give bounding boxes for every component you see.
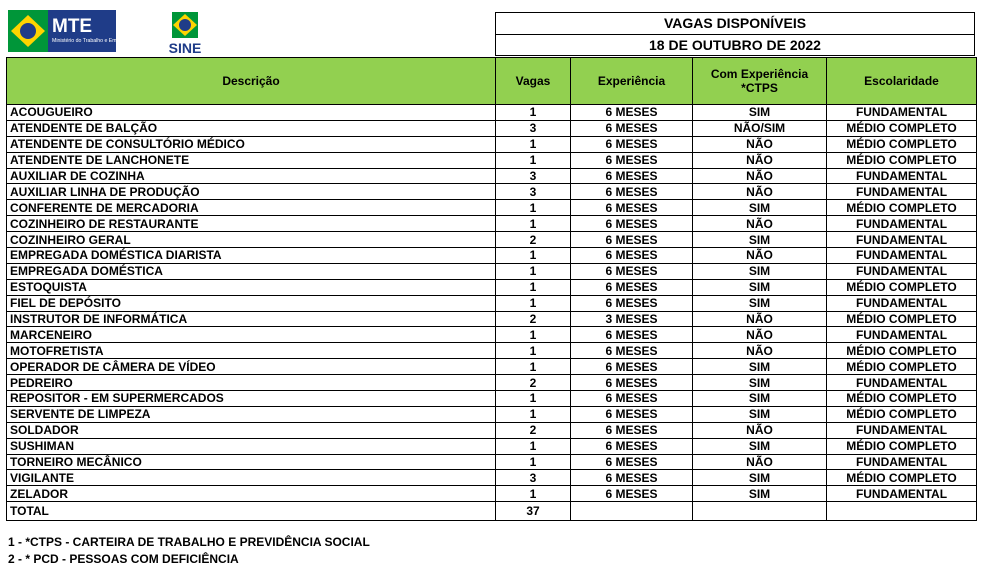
table-row — [7, 136, 977, 152]
cell-vagas: 3 — [496, 120, 571, 136]
cell-experiencia: 6 MESES — [571, 216, 693, 232]
cell-experiencia: 6 MESES — [571, 391, 693, 407]
table-row — [7, 120, 977, 136]
mte-logo-text: MTE — [52, 16, 93, 37]
table-header-row — [7, 58, 977, 105]
cell-vagas: 1 — [496, 438, 571, 454]
page-date: 18 DE OUTUBRO DE 2022 — [649, 37, 821, 53]
cell-vagas: 2 — [496, 232, 571, 248]
cell-descricao: MARCENEIRO — [7, 327, 496, 343]
cell-experiencia: 6 MESES — [571, 120, 693, 136]
mte-logo-subtext: Ministério do Trabalho e Emprego — [52, 38, 130, 44]
cell-escolaridade: MÉDIO COMPLETO — [827, 343, 977, 359]
table-row — [7, 105, 977, 121]
cell-escolaridade: MÉDIO COMPLETO — [827, 406, 977, 422]
cell-experiencia: 6 MESES — [571, 422, 693, 438]
cell-ctps: SIM — [693, 279, 827, 295]
cell-descricao: ESTOQUISTA — [7, 279, 496, 295]
column-header-experiencia: Experiência — [571, 58, 693, 105]
cell-ctps: SIM — [693, 486, 827, 502]
cell-escolaridade: FUNDAMENTAL — [827, 168, 977, 184]
column-header-vagas: Vagas — [496, 58, 571, 105]
table-row — [7, 216, 977, 232]
total-label: TOTAL — [7, 502, 496, 521]
cell-experiencia: 6 MESES — [571, 470, 693, 486]
cell-ctps: SIM — [693, 375, 827, 391]
cell-descricao: SERVENTE DE LIMPEZA — [7, 406, 496, 422]
cell-experiencia: 6 MESES — [571, 279, 693, 295]
cell-escolaridade: MÉDIO COMPLETO — [827, 470, 977, 486]
column-header-descricao: Descrição — [7, 58, 496, 105]
cell-ctps: SIM — [693, 359, 827, 375]
cell-vagas: 1 — [496, 152, 571, 168]
cell-experiencia: 6 MESES — [571, 200, 693, 216]
table-row — [7, 470, 977, 486]
cell-ctps: NÃO — [693, 216, 827, 232]
total-row — [7, 502, 977, 521]
cell-vagas: 1 — [496, 295, 571, 311]
cell-descricao: PEDREIRO — [7, 375, 496, 391]
cell-experiencia: 6 MESES — [571, 232, 693, 248]
cell-ctps: NÃO — [693, 184, 827, 200]
cell-escolaridade: FUNDAMENTAL — [827, 375, 977, 391]
cell-descricao: ZELADOR — [7, 486, 496, 502]
cell-experiencia: 6 MESES — [571, 263, 693, 279]
cell-descricao: TORNEIRO MECÂNICO — [7, 454, 496, 470]
cell-vagas: 2 — [496, 311, 571, 327]
cell-experiencia: 6 MESES — [571, 438, 693, 454]
cell-escolaridade: FUNDAMENTAL — [827, 248, 977, 264]
cell-vagas: 1 — [496, 327, 571, 343]
cell-escolaridade: FUNDAMENTAL — [827, 105, 977, 121]
cell-escolaridade: MÉDIO COMPLETO — [827, 311, 977, 327]
cell-vagas: 1 — [496, 486, 571, 502]
table-row — [7, 359, 977, 375]
cell-descricao: FIEL DE DEPÓSITO — [7, 295, 496, 311]
cell-experiencia: 6 MESES — [571, 375, 693, 391]
cell-vagas: 2 — [496, 375, 571, 391]
cell-escolaridade: FUNDAMENTAL — [827, 327, 977, 343]
cell-descricao: OPERADOR DE CÂMERA DE VÍDEO — [7, 359, 496, 375]
cell-descricao: MOTOFRETISTA — [7, 343, 496, 359]
cell-descricao: ACOUGUEIRO — [7, 105, 496, 121]
cell-vagas: 1 — [496, 359, 571, 375]
cell-vagas: 1 — [496, 454, 571, 470]
cell-descricao: INSTRUTOR DE INFORMÁTICA — [7, 311, 496, 327]
table-row — [7, 391, 977, 407]
page-title: VAGAS DISPONÍVEIS — [496, 13, 974, 35]
cell-ctps: SIM — [693, 406, 827, 422]
cell-ctps: NÃO — [693, 136, 827, 152]
cell-escolaridade: FUNDAMENTAL — [827, 216, 977, 232]
cell-experiencia: 6 MESES — [571, 359, 693, 375]
cell-vagas: 1 — [496, 406, 571, 422]
cell-experiencia: 6 MESES — [571, 248, 693, 264]
cell-ctps: SIM — [693, 391, 827, 407]
cell-descricao: COZINHEIRO GERAL — [7, 232, 496, 248]
cell-escolaridade: MÉDIO COMPLETO — [827, 200, 977, 216]
cell-vagas: 3 — [496, 184, 571, 200]
cell-escolaridade: FUNDAMENTAL — [827, 422, 977, 438]
table-row — [7, 152, 977, 168]
cell-escolaridade: FUNDAMENTAL — [827, 454, 977, 470]
table-row — [7, 343, 977, 359]
footnote-pcd: 2 - * PCD - PESSOAS COM DEFICIÊNCIA — [8, 552, 239, 566]
cell-ctps: NÃO — [693, 152, 827, 168]
column-header-escolaridade: Escolaridade — [827, 58, 977, 105]
cell-escolaridade: FUNDAMENTAL — [827, 184, 977, 200]
table-row — [7, 327, 977, 343]
table-row — [7, 295, 977, 311]
cell-vagas: 2 — [496, 422, 571, 438]
mte-logo — [8, 10, 130, 52]
cell-ctps: NÃO — [693, 168, 827, 184]
cell-descricao: EMPREGADA DOMÉSTICA — [7, 263, 496, 279]
cell-descricao: ATENDENTE DE LANCHONETE — [7, 152, 496, 168]
column-header-ctps: Com Experiência *CTPS — [693, 58, 827, 105]
table-row — [7, 184, 977, 200]
table-row — [7, 422, 977, 438]
cell-vagas: 1 — [496, 391, 571, 407]
cell-ctps: SIM — [693, 470, 827, 486]
table-row — [7, 486, 977, 502]
cell-descricao: SOLDADOR — [7, 422, 496, 438]
cell-escolaridade: MÉDIO COMPLETO — [827, 438, 977, 454]
cell-ctps: NÃO — [693, 454, 827, 470]
cell-descricao: REPOSITOR - EM SUPERMERCADOS — [7, 391, 496, 407]
cell-escolaridade: FUNDAMENTAL — [827, 486, 977, 502]
cell-vagas: 1 — [496, 136, 571, 152]
cell-descricao: EMPREGADA DOMÉSTICA DIARISTA — [7, 248, 496, 264]
cell-experiencia: 3 MESES — [571, 311, 693, 327]
cell-vagas: 1 — [496, 105, 571, 121]
total-value: 37 — [496, 502, 571, 521]
cell-ctps: SIM — [693, 295, 827, 311]
cell-vagas: 1 — [496, 343, 571, 359]
cell-ctps: SIM — [693, 263, 827, 279]
cell-ctps: NÃO — [693, 343, 827, 359]
cell-descricao: ATENDENTE DE CONSULTÓRIO MÉDICO — [7, 136, 496, 152]
cell-escolaridade: MÉDIO COMPLETO — [827, 279, 977, 295]
table-row — [7, 248, 977, 264]
sine-logo-text: SINE — [168, 40, 202, 56]
cell-escolaridade: FUNDAMENTAL — [827, 232, 977, 248]
cell-ctps: NÃO — [693, 422, 827, 438]
table-row — [7, 263, 977, 279]
footnote-ctps: 1 - *CTPS - CARTEIRA DE TRABALHO E PREVIDÊNCIA SOCIAL — [8, 535, 370, 549]
cell-experiencia: 6 MESES — [571, 184, 693, 200]
total-empty-cell — [693, 502, 827, 521]
table-row — [7, 279, 977, 295]
total-empty-cell — [827, 502, 977, 521]
cell-vagas: 1 — [496, 248, 571, 264]
vacancies-table — [6, 57, 977, 521]
cell-escolaridade: MÉDIO COMPLETO — [827, 136, 977, 152]
cell-vagas: 3 — [496, 168, 571, 184]
cell-descricao: COZINHEIRO DE RESTAURANTE — [7, 216, 496, 232]
cell-vagas: 1 — [496, 263, 571, 279]
sine-logo — [160, 10, 210, 56]
cell-vagas: 1 — [496, 200, 571, 216]
cell-escolaridade: MÉDIO COMPLETO — [827, 152, 977, 168]
cell-vagas: 3 — [496, 470, 571, 486]
cell-experiencia: 6 MESES — [571, 486, 693, 502]
cell-ctps: NÃO/SIM — [693, 120, 827, 136]
cell-descricao: SUSHIMAN — [7, 438, 496, 454]
cell-experiencia: 6 MESES — [571, 406, 693, 422]
cell-experiencia: 6 MESES — [571, 327, 693, 343]
table-row — [7, 454, 977, 470]
cell-ctps: SIM — [693, 200, 827, 216]
cell-ctps: NÃO — [693, 248, 827, 264]
cell-experiencia: 6 MESES — [571, 168, 693, 184]
cell-descricao: CONFERENTE DE MERCADORIA — [7, 200, 496, 216]
table-row — [7, 311, 977, 327]
table-row — [7, 232, 977, 248]
cell-escolaridade: FUNDAMENTAL — [827, 295, 977, 311]
cell-descricao: AUXILIAR LINHA DE PRODUÇÃO — [7, 184, 496, 200]
cell-experiencia: 6 MESES — [571, 454, 693, 470]
title-box — [495, 12, 975, 56]
cell-experiencia: 6 MESES — [571, 105, 693, 121]
cell-escolaridade: FUNDAMENTAL — [827, 263, 977, 279]
cell-experiencia: 6 MESES — [571, 152, 693, 168]
cell-descricao: VIGILANTE — [7, 470, 496, 486]
cell-ctps: SIM — [693, 105, 827, 121]
cell-vagas: 1 — [496, 216, 571, 232]
cell-ctps: SIM — [693, 232, 827, 248]
total-empty-cell — [571, 502, 693, 521]
table-row — [7, 375, 977, 391]
cell-experiencia: 6 MESES — [571, 343, 693, 359]
cell-ctps: SIM — [693, 438, 827, 454]
cell-descricao: AUXILIAR DE COZINHA — [7, 168, 496, 184]
cell-escolaridade: MÉDIO COMPLETO — [827, 120, 977, 136]
cell-escolaridade: MÉDIO COMPLETO — [827, 359, 977, 375]
cell-ctps: NÃO — [693, 311, 827, 327]
table-row — [7, 200, 977, 216]
table-row — [7, 168, 977, 184]
cell-escolaridade: MÉDIO COMPLETO — [827, 391, 977, 407]
cell-ctps: NÃO — [693, 327, 827, 343]
cell-descricao: ATENDENTE DE BALÇÃO — [7, 120, 496, 136]
cell-experiencia: 6 MESES — [571, 136, 693, 152]
cell-vagas: 1 — [496, 279, 571, 295]
table-row — [7, 438, 977, 454]
cell-experiencia: 6 MESES — [571, 295, 693, 311]
table-row — [7, 406, 977, 422]
